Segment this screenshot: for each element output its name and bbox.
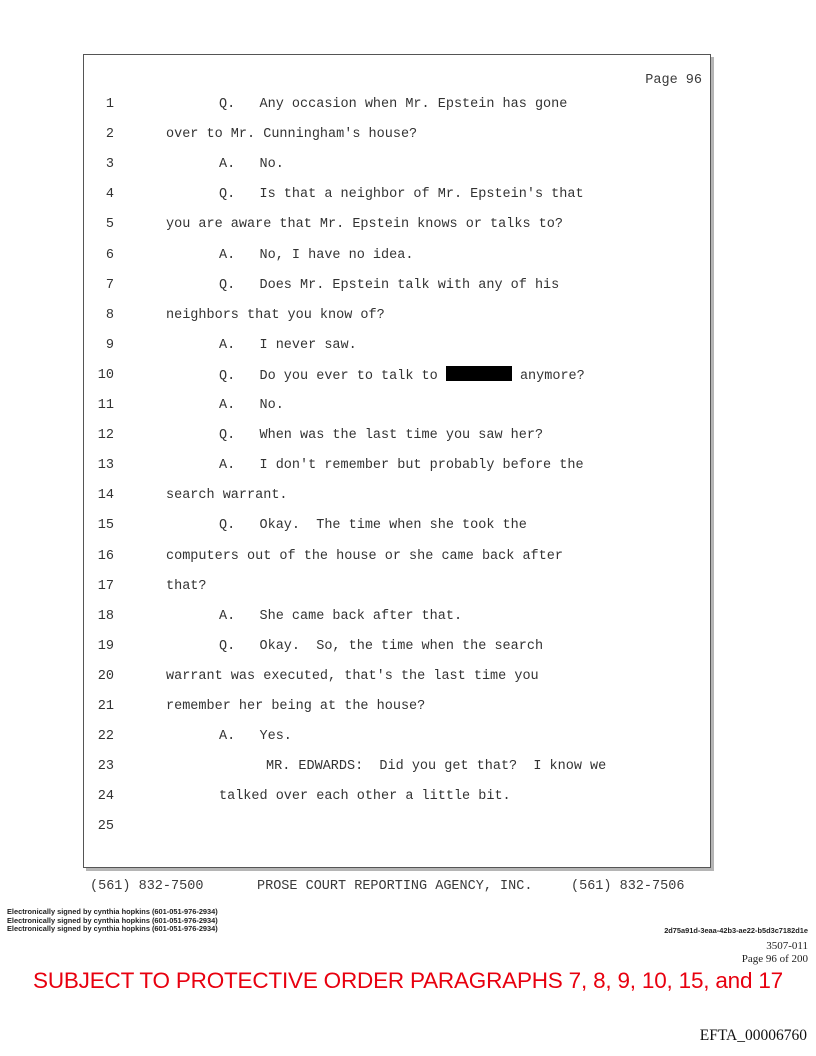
transcript-line: [84, 667, 710, 687]
line-text-after-redaction: anymore?: [511, 368, 585, 384]
line-text: A. I never saw.: [219, 337, 357, 353]
line-number: 3: [105, 157, 114, 173]
line-text: you are aware that Mr. Epstein knows or talks to?: [166, 217, 563, 233]
line-text: over to Mr. Cunningham's house?: [166, 127, 418, 143]
line-text: Q. Okay. The time when she took the: [219, 518, 527, 534]
line-number: 1: [105, 97, 114, 112]
transcript-line: [84, 817, 710, 837]
transcript-line: [84, 727, 710, 747]
line-number: 6: [105, 247, 114, 263]
signature-line: Electronically signed by cynthia hopkins (601-051-976-2934): [7, 924, 218, 934]
line-text: warrant was executed, that's the last time you: [166, 668, 539, 684]
signature-line: Electronically signed by cynthia hopkins (601-051-976-2934): [7, 915, 218, 925]
line-number: 4: [105, 187, 114, 203]
page-label: Page 96: [645, 73, 702, 88]
transcript-line: [84, 787, 710, 807]
line-text: Q. Okay. So, the time when the search: [219, 638, 544, 654]
line-number: 5: [105, 217, 114, 233]
transcript-line: [84, 757, 710, 777]
transcript-line: [84, 426, 710, 446]
line-text: neighbors that you know of?: [166, 307, 385, 323]
bates-number: EFTA_00006760: [699, 1027, 807, 1044]
line-number: 24: [97, 789, 114, 805]
line-number: 14: [97, 488, 114, 504]
line-number: 21: [97, 699, 114, 714]
line-text: MR. EDWARDS: Did you get that? I know we: [266, 759, 607, 775]
transcript-line: [84, 155, 710, 175]
transcript-line: [84, 95, 710, 115]
phone-right: (561) 832-7506: [571, 879, 685, 894]
transcript-line: [84, 396, 710, 416]
line-text: A. I don't remember but probably before the: [219, 458, 584, 474]
transcript-line: [84, 276, 710, 296]
line-number: 17: [97, 578, 114, 594]
line-text: A. No, I have no idea.: [219, 247, 414, 263]
document-hash: 2d75a91d-3eaa-42b3-ae22-b5d3c7182d1e: [664, 926, 808, 935]
line-text: [219, 366, 585, 387]
electronic-signatures: [7, 908, 218, 934]
transcript-line: [84, 516, 710, 536]
line-number: 11: [97, 398, 114, 413]
agency-name: PROSE COURT REPORTING AGENCY, INC.: [257, 879, 533, 894]
transcript-line: [84, 456, 710, 476]
line-text: A. Yes.: [219, 729, 292, 745]
line-number: 15: [97, 518, 114, 534]
line-text: remember her being at the house?: [166, 699, 426, 714]
line-text: talked over each other a little bit.: [219, 789, 511, 805]
transcript-line: [84, 306, 710, 326]
line-number: 12: [97, 428, 114, 444]
line-number: 10: [97, 367, 114, 383]
line-text: computers out of the house or she came back after: [166, 548, 563, 564]
line-number: 13: [97, 458, 114, 474]
line-number: 20: [97, 668, 114, 684]
signature-line: Electronically signed by cynthia hopkins (601-051-976-2934): [7, 907, 218, 916]
transcript-line: [84, 215, 710, 235]
line-text: Q. Any occasion when Mr. Epstein has gone: [219, 97, 568, 112]
line-text: Q. When was the last time you saw her?: [219, 428, 544, 444]
line-text: that?: [166, 578, 207, 594]
transcript-line: [84, 637, 710, 657]
transcript-line: [84, 185, 710, 205]
line-text-before-redaction: Q. Do you ever to talk to: [219, 368, 446, 384]
transcript-line: [84, 246, 710, 266]
line-number: 19: [97, 638, 114, 654]
line-number: 7: [105, 277, 114, 293]
line-text: A. She came back after that.: [219, 608, 463, 624]
transcript-line: [84, 125, 710, 145]
transcript-line: [84, 366, 710, 386]
line-text: search warrant.: [166, 488, 288, 504]
exhibit-number: 3507-011: [766, 940, 808, 952]
line-number: 18: [97, 608, 114, 624]
protective-order-notice: SUBJECT TO PROTECTIVE ORDER PARAGRAPHS 7, 8, 9, 10, 15, and 17: [33, 968, 783, 993]
line-number: 9: [105, 337, 114, 353]
line-text: Q. Is that a neighbor of Mr. Epstein's that: [219, 187, 584, 203]
transcript-line: [84, 336, 710, 356]
phone-left: (561) 832-7500: [90, 879, 204, 894]
line-text: Q. Does Mr. Epstein talk with any of his: [219, 277, 560, 293]
transcript-line: [84, 486, 710, 506]
transcript-line: [84, 697, 710, 717]
line-number: 8: [105, 307, 114, 323]
line-number: 2: [105, 127, 114, 143]
line-text: A. No.: [219, 157, 284, 173]
redaction-block: [446, 366, 512, 381]
transcript-line: [84, 547, 710, 567]
line-number: 16: [97, 548, 114, 564]
line-number: 23: [97, 759, 114, 775]
page-of-total: Page 96 of 200: [741, 953, 808, 965]
line-number: 22: [97, 729, 114, 745]
transcript-line: [84, 607, 710, 627]
transcript-page: [83, 54, 711, 868]
line-text: A. No.: [219, 398, 284, 413]
line-number: 25: [97, 819, 114, 835]
transcript-line: [84, 577, 710, 597]
